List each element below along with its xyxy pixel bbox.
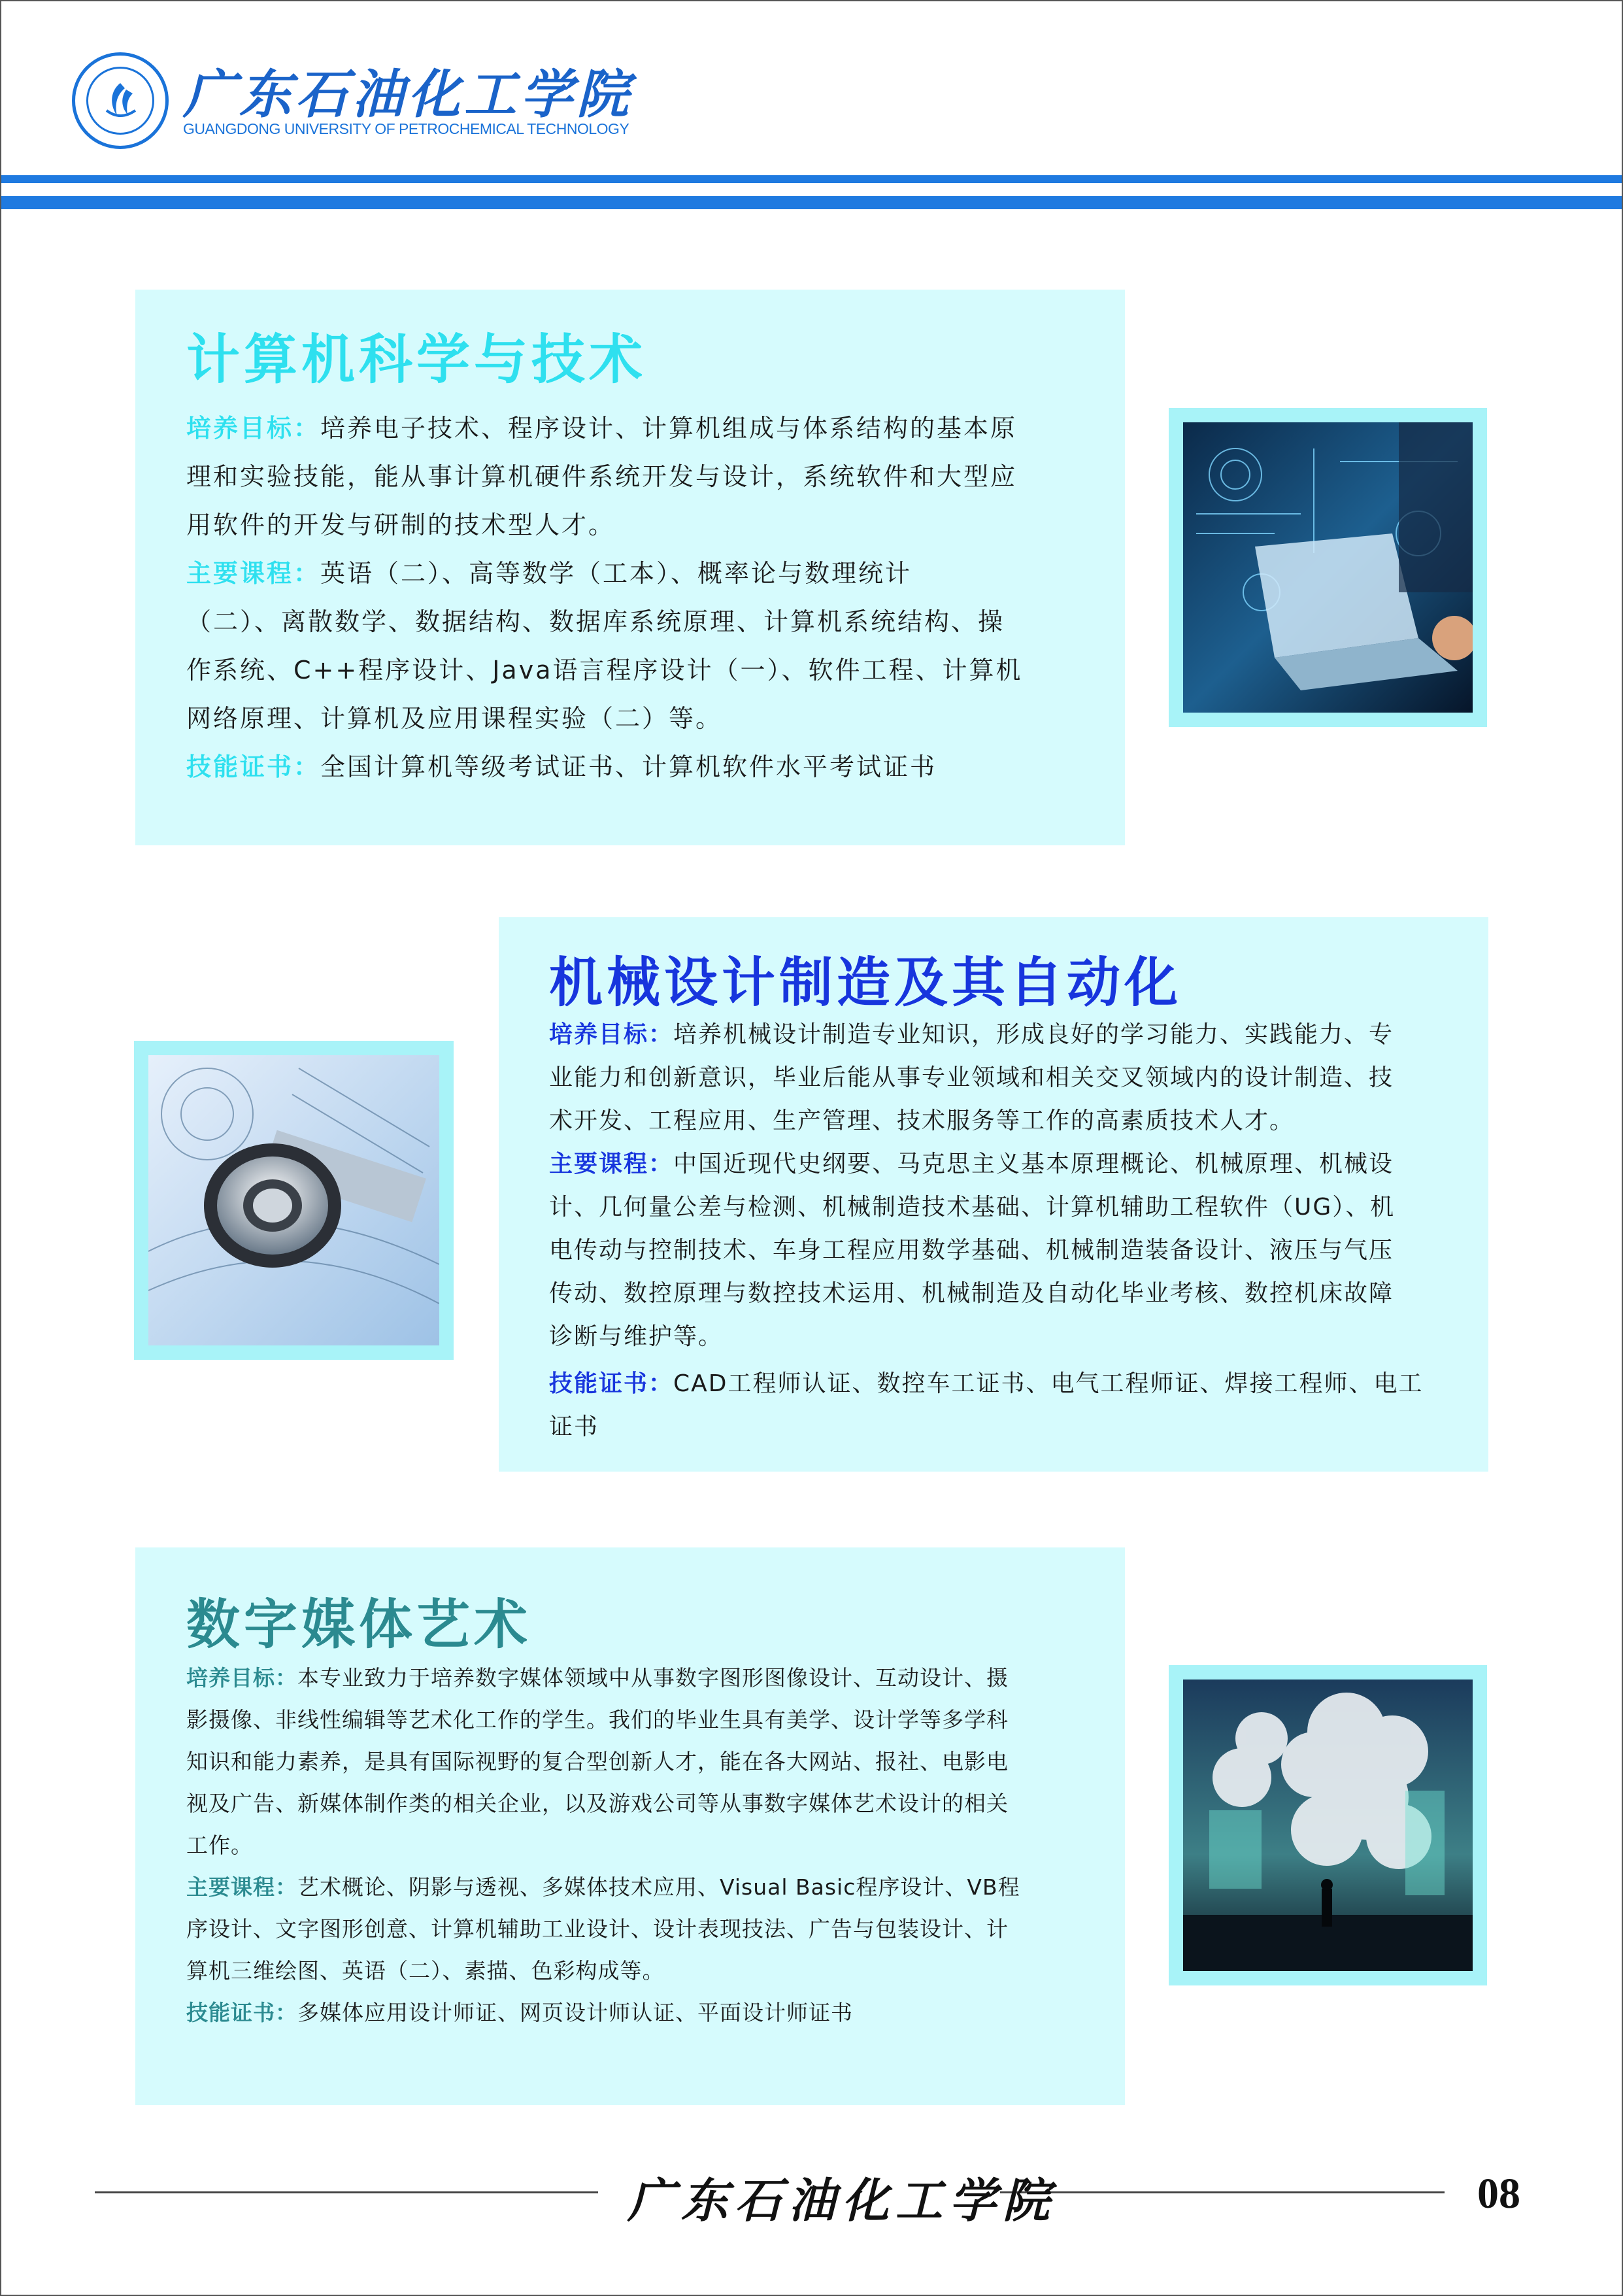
courses-text: 英语（二）、高等数学（工本）、概率论与数理统计: [320, 559, 912, 588]
cert-text: 全国计算机等级考试证书、计算机软件水平考试证书: [320, 752, 937, 781]
goal-text: 视及广告、新媒体制作类的相关企业，以及游戏公司等从事数字媒体艺术设计的相关: [186, 1791, 1009, 1816]
goal-text: 培养机械设计制造专业知识，形成良好的学习能力、实践能力、专: [673, 1021, 1394, 1048]
goal-text: 知识和能力素养，是具有国际视野的复合型创新人才，能在各大网站、报社、电影电: [186, 1749, 1009, 1774]
goal-label: 培养目标：: [549, 1021, 674, 1048]
goal-text: 影摄像、非线性编辑等艺术化工作的学生。我们的毕业生具有美学、设计学等多学科: [186, 1707, 1009, 1732]
courses-text: 艺术概论、阴影与透视、多媒体技术应用、Visual Basic程序设计、VB程: [297, 1874, 1020, 1900]
section-title-digital-media: 数字媒体艺术: [186, 1594, 532, 1656]
bearing-caliper-photo: [148, 1055, 439, 1345]
footer-school-name: 广东石油化工学院: [627, 2172, 1057, 2228]
section-body-mechanical: [549, 1013, 1445, 1449]
laptop-technology-photo: [1183, 422, 1473, 713]
school-name-en: GUANGDONG UNIVERSITY OF PETROCHEMICAL TECHNOLOGY: [183, 120, 629, 137]
header-stripe-thick: [1, 196, 1622, 209]
courses-text: 中国近现代史纲要、马克思主义基本原理概论、机械原理、机械设: [673, 1151, 1394, 1177]
university-emblem-icon: [72, 52, 169, 149]
goal-text: 培养电子技术、程序设计、计算机组成与体系结构的基本原: [320, 414, 1018, 443]
cert-text: CAD工程师认证、数控车工证书、电气工程师证、焊接工程师、电工: [673, 1370, 1424, 1397]
goal-text: 理和实验技能，能从事计算机硬件系统开发与设计，系统软件和大型应: [186, 462, 1018, 491]
section-title-computer-science: 计算机科学与技术: [186, 329, 647, 391]
goal-text: 业能力和创新意识，毕业后能从事专业领域和相关交叉领域内的设计制造、技: [549, 1064, 1394, 1091]
courses-text: 算机三维绘图、英语（二）、素描、色彩构成等。: [186, 1958, 665, 1984]
cert-label: 技能证书：: [186, 752, 321, 781]
goal-label: 培养目标：: [186, 414, 321, 443]
courses-text: 作系统、C++程序设计、Java语言程序设计（一）、软件工程、计算机: [186, 656, 1023, 684]
goal-text: 术开发、工程应用、生产管理、技术服务等工作的高素质技术人才。: [549, 1107, 1295, 1134]
section-body-digital-media: [186, 1657, 1075, 2034]
cert-label: 技能证书：: [549, 1370, 674, 1397]
courses-label: 主要课程：: [549, 1151, 674, 1177]
section-body-computer-science: [186, 404, 1075, 791]
courses-text: 序设计、文字图形创意、计算机辅助工业设计、设计表现技法、广告与包装设计、计: [186, 1916, 1009, 1942]
courses-label: 主要课程：: [186, 559, 321, 588]
page-number: 08: [1477, 2170, 1520, 2218]
courses-label: 主要课程：: [186, 1874, 297, 1900]
cert-text: 证书: [549, 1413, 599, 1440]
courses-text: 计、几何量公差与检测、机械制造技术基础、计算机辅助工程软件（UG）、机: [549, 1194, 1396, 1221]
goal-label: 培养目标：: [186, 1665, 297, 1691]
courses-text: （二）、离散数学、数据结构、数据库系统原理、计算机系统结构、操: [186, 607, 1005, 636]
courses-text: 传动、数控原理与数控技术运用、机械制造及自动化毕业考核、数控机床故障: [549, 1280, 1394, 1307]
section-title-mechanical: 机械设计制造及其自动化: [549, 952, 1182, 1014]
goal-text: 本专业致力于培养数字媒体领域中从事数字图形图像设计、互动设计、摄: [297, 1665, 1009, 1691]
footer-rule-left: [95, 2191, 598, 2193]
header-stripe-thin: [1, 175, 1622, 183]
cloud-city-art-photo: [1183, 1680, 1473, 1971]
footer-rule-right: [1000, 2191, 1445, 2193]
courses-text: 诊断与维护等。: [549, 1323, 724, 1350]
cert-label: 技能证书：: [186, 2000, 297, 2025]
courses-text: 网络原理、计算机及应用课程实验（二）等。: [186, 704, 723, 733]
cert-text: 多媒体应用设计师证、网页设计师认证、平面设计师证书: [297, 2000, 853, 2025]
courses-text: 电传动与控制技术、车身工程应用数学基础、机械制造装备设计、液压与气压: [549, 1237, 1394, 1264]
school-name-cn: 广东石油化工学院: [183, 63, 633, 125]
goal-text: 用软件的开发与研制的技术型人才。: [186, 511, 616, 539]
goal-text: 工作。: [186, 1832, 253, 1858]
